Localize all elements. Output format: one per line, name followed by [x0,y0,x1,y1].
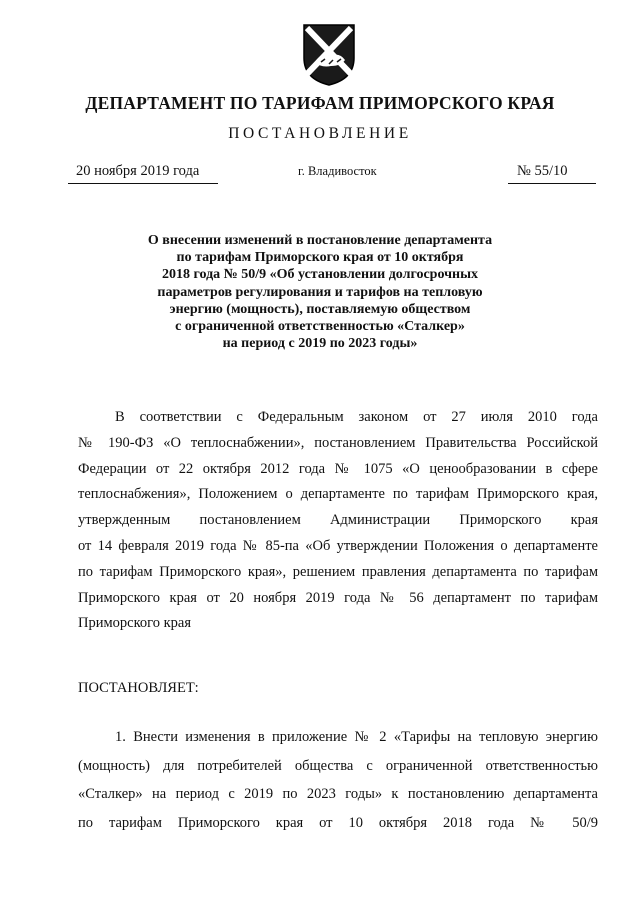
document-date: 20 ноября 2019 года [76,163,200,179]
preamble-line: теплоснабжения», Положением о департаменте по тарифам Приморского края, [78,486,598,503]
item-1-paragraph [78,723,598,837]
preamble-line: от 14 февраля 2019 года № 85-па «Об утверждении Положения о департаменте [78,537,598,554]
preamble-line: Приморского края от 20 ноября 2019 года № 56 департамент по тарифам [78,589,598,606]
preamble-line: утвержденным постановлением Администрации Приморского края [78,512,598,529]
preamble-paragraph [78,405,598,637]
preamble-line: В соответствии с Федеральным законом от 27 июля 2010 года [115,409,598,425]
heading-line: 2018 года № 50/9 «Об установлении долгосрочных [161,267,479,283]
heading-line: по тарифам Приморского края от 10 октября [176,250,464,266]
resolves-paragraph [78,676,598,702]
document-number: № 55/10 [517,163,568,179]
heading-line: на период с 2019 по 2023 годы» [222,336,418,352]
heading-line: энергию (мощность), поставляемую обществом [169,301,471,317]
document-city: г. Владивосток [298,164,377,178]
item-line: «Сталкер» на период с 2019 по 2023 годы» к постановлению департамента [78,786,598,803]
document-type: ПОСТАНОВЛЕНИЕ [228,125,412,142]
item-line: по тарифам Приморского края от 10 октября 2018 года № 50/9 [78,814,598,831]
preamble-line: Приморского края [78,615,192,632]
item-line: (мощность) для потребителей общества с ограниченной ответственностью [78,757,598,774]
number-underline [508,183,596,184]
department-name: ДЕПАРТАМЕНТ ПО ТАРИФАМ ПРИМОРСКОГО КРАЯ [85,93,555,113]
item-line: 1. Внести изменения в приложение № 2 «Тарифы на тепловую энергию [115,729,598,745]
heading-line: с ограниченной ответственностью «Сталкер» [175,319,465,335]
resolves-word: ПОСТАНОВЛЯЕТ: [78,680,199,696]
preamble-line: Федерации от 22 октября 2012 года № 1075 «О ценообразовании в сфере [78,460,598,477]
coat-of-arms-icon [301,22,357,88]
document-heading [100,232,540,352]
date-underline [68,183,218,184]
preamble-line: № 190-ФЗ «О теплоснабжении», постановлением Правительства Российской [78,434,598,451]
heading-line: О внесении изменений в постановление департамента [147,233,493,248]
preamble-line: по тарифам Приморского края», решением правления департамента по тарифам [78,563,598,580]
heading-line: параметров регулирования и тарифов на тепловую [157,284,483,300]
